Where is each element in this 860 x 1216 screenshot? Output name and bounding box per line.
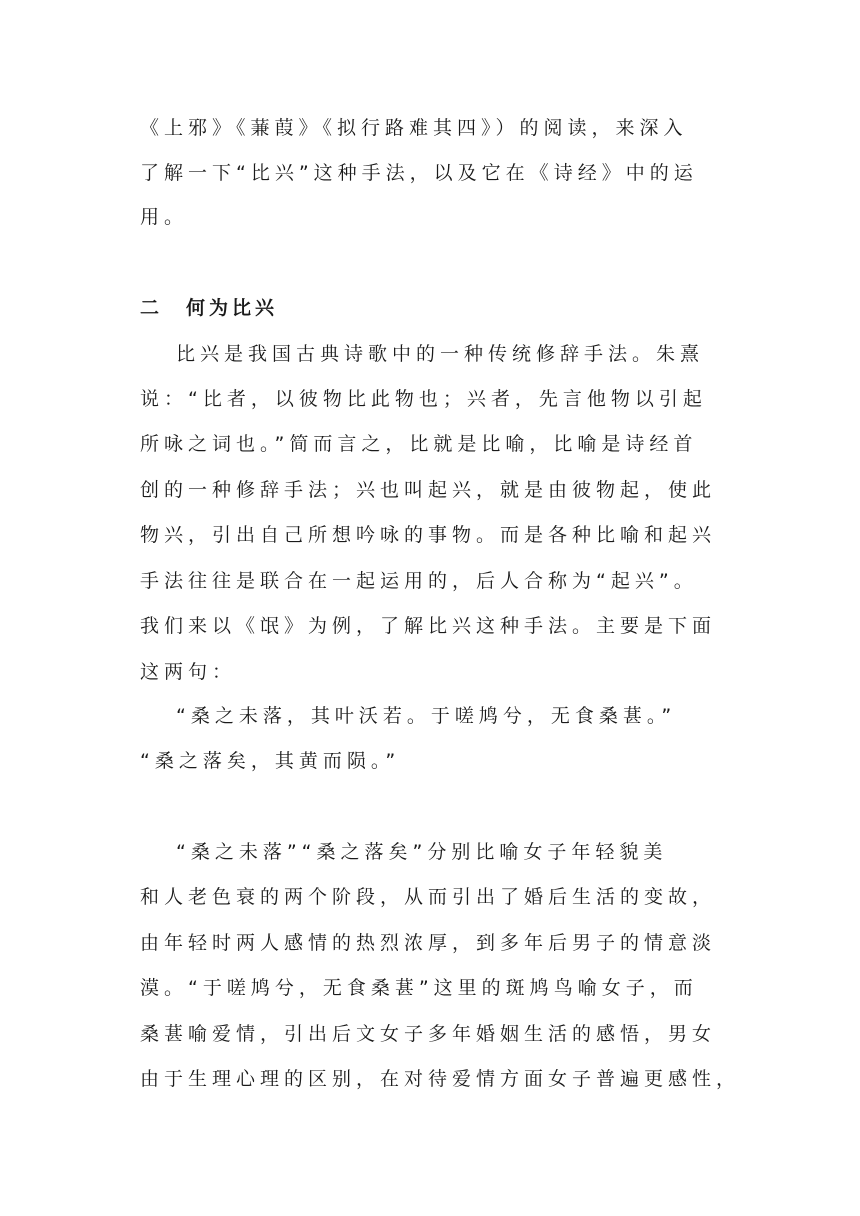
intro-line-2: 了解一下“比兴”这种手法，以及它在《诗经》中的运 [140,162,698,184]
quote-line-2: “桑之落矣，其黄而陨。” [140,750,401,772]
paragraph-1-line-4: 创的一种修辞手法；兴也叫起兴，就是由彼物起，使此 [140,479,717,501]
paragraph-1-line-5: 物兴，引出自己所想吟咏的事物。而是各种比喻和起兴 [140,524,717,546]
intro-line-1: 《上邪》《蒹葭》《拟行路难其四》）的阅读，来深入 [140,117,688,139]
quote-line-1: “桑之未落，其叶沃若。于嗟鸠兮，无食桑葚。” [176,705,677,727]
paragraph-1-line-3: 所咏之词也。”简而言之，比就是比喻，比喻是诗经首 [140,433,698,455]
intro-line-3: 用。 [140,206,189,228]
paragraph-1-line-6: 手法往往是联合在一起运用的，后人合称为“起兴”。 [140,570,698,592]
paragraph-2-line-5: 桑葚喻爱情，引出后文女子多年婚姻生活的感悟，男女 [140,1023,717,1045]
section-heading: 二 何为比兴 [140,297,279,319]
paragraph-2-line-3: 由年轻时两人感情的热烈浓厚，到多年后男子的情意淡 [140,932,717,954]
paragraph-1-line-1: 比兴是我国古典诗歌中的一种传统修辞手法。朱熹 [176,343,705,365]
paragraph-2-line-6: 由于生理心理的区别，在对待爱情方面女子普遍更感性， [140,1068,741,1090]
paragraph-1-line-7: 我们来以《氓》为例，了解比兴这种手法。主要是下面 [140,615,717,637]
paragraph-2-line-1: “桑之未落”“桑之落矣”分别比喻女子年轻貌美 [176,841,668,863]
paragraph-2-line-2: 和人老色衰的两个阶段，从而引出了婚后生活的变故， [140,886,717,908]
paragraph-1-line-2: 说：“比者，以彼物比此物也；兴者，先言他物以引起 [140,388,707,410]
paragraph-1-line-8: 这两句： [140,661,237,683]
paragraph-2-line-4: 漠。“于嗟鸠兮，无食桑葚”这里的斑鸠鸟喻女子，而 [140,977,698,999]
